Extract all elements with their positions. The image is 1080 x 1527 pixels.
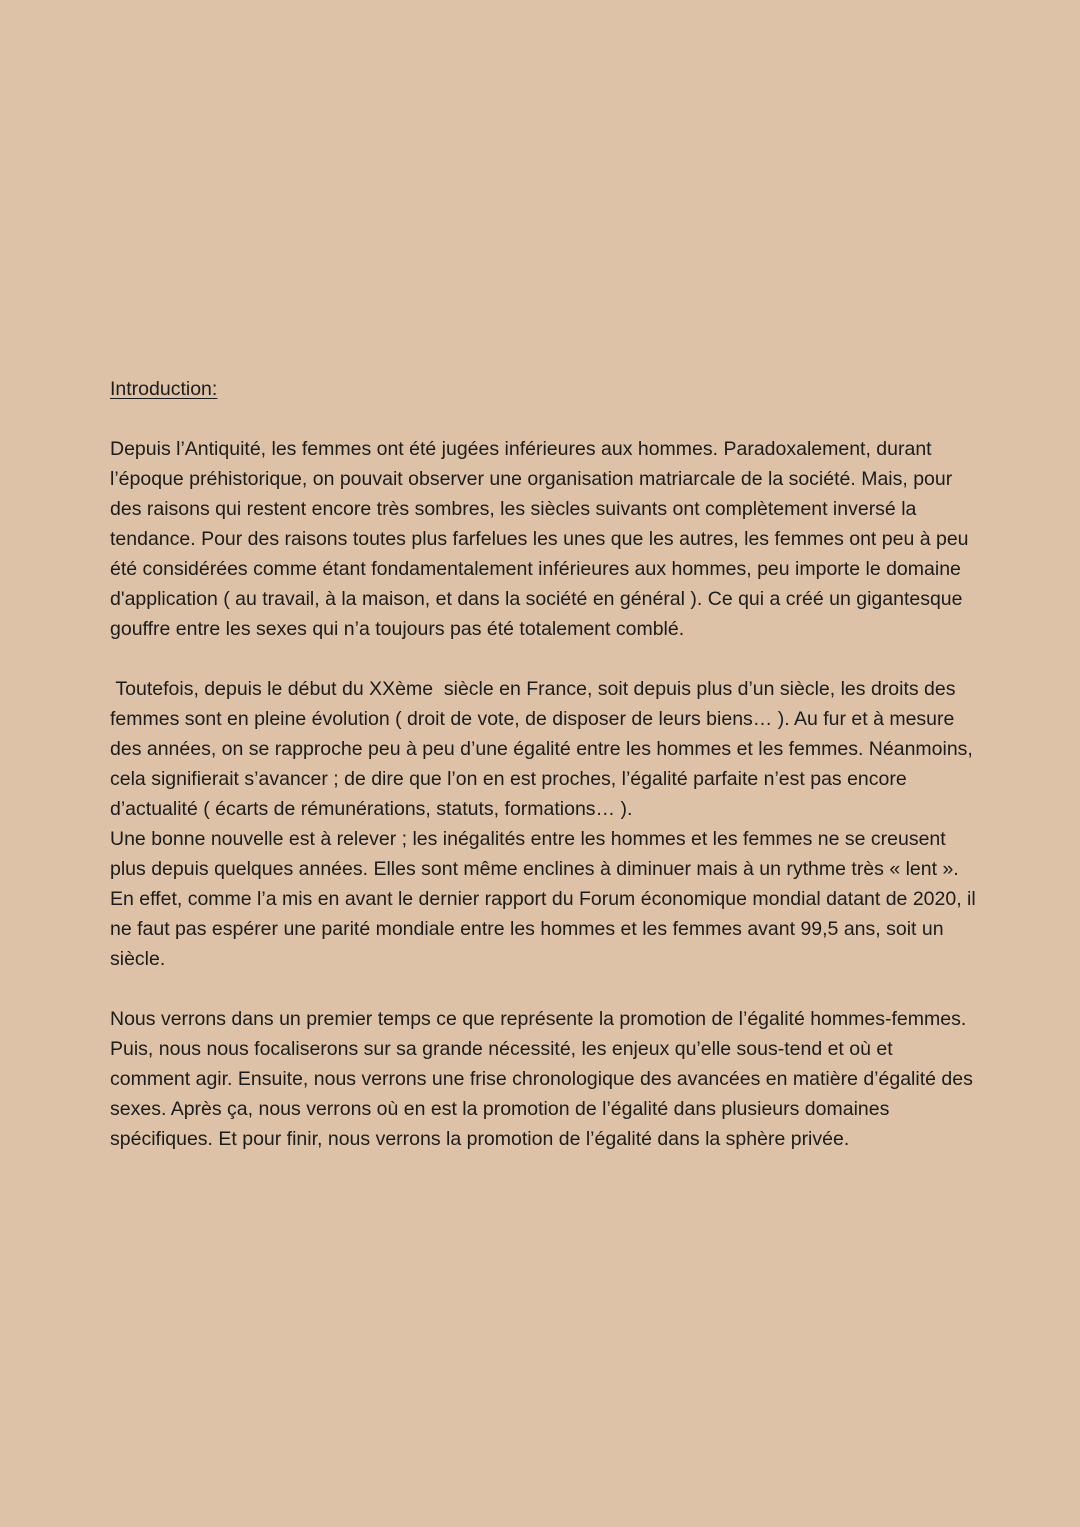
paragraph-evolution: Toutefois, depuis le début du XXème siècle en France, soit depuis plus d’un siècle, les droits des femmes sont en pleine évolution ( droit de vote, de disposer de leurs biens… ). Au fur et à mesure des années, on se rapproche peu à peu d’une égalité entre les hommes et les femmes. Néanmoins, cela signifierait s’avancer ; de dire que l’on en est proches, l’égalité parfaite n’est pas encore d’actualité ( écarts de rémunérations, statuts, formations… ). [110,678,979,820]
spacer [110,644,978,674]
paragraph-plan: Nous verrons dans un premier temps ce que représente la promotion de l’égalité hommes-femmes. Puis, nous nous focaliserons sur sa grande nécessité, les enjeux qu’elle sous-tend et où et comment agir. Ensuite, nous verrons une frise chronologique des avancées en matière d’égalité des sexes. Après ça, nous verrons où en est la promotion de l’égalité dans plusieurs domaines spécifiques. Et pour finir, nous verrons la promotion de l’égalité dans la sphère privée. [110,1008,973,1150]
spacer [110,404,978,434]
section-heading: Introduction: [110,378,218,400]
document-body [110,374,978,1154]
spacer [110,974,978,1004]
paragraph-intro: Depuis l’Antiquité, les femmes ont été jugées inférieures aux hommes. Paradoxalement, durant l’époque préhistorique, on pouvait observer une organisation matriarcale de la société. Mais, pour des raisons qui restent encore très sombres, les siècles suivants ont complètement inversé la tendance. Pour des raisons toutes plus farfelues les unes que les autres, les femmes ont peu à peu été considérées comme étant fondamentalement inférieures aux hommes, peu importe le domaine d'application ( au travail, à la maison, et dans la société en général ). Ce qui a créé un gigantesque gouffre entre les sexes qui n’a toujours pas été totalement comblé. [110,438,969,640]
paragraph-good-news: Une bonne nouvelle est à relever ; les inégalités entre les hommes et les femmes ne se creusent plus depuis quelques années. Elles sont même enclines à diminuer mais à un rythme très « lent ». En effet, comme l’a mis en avant le dernier rapport du Forum économique mondial datant de 2020, il ne faut pas espérer une parité mondiale entre les hommes et les femmes avant 99,5 ans, soit un siècle. [110,828,976,970]
